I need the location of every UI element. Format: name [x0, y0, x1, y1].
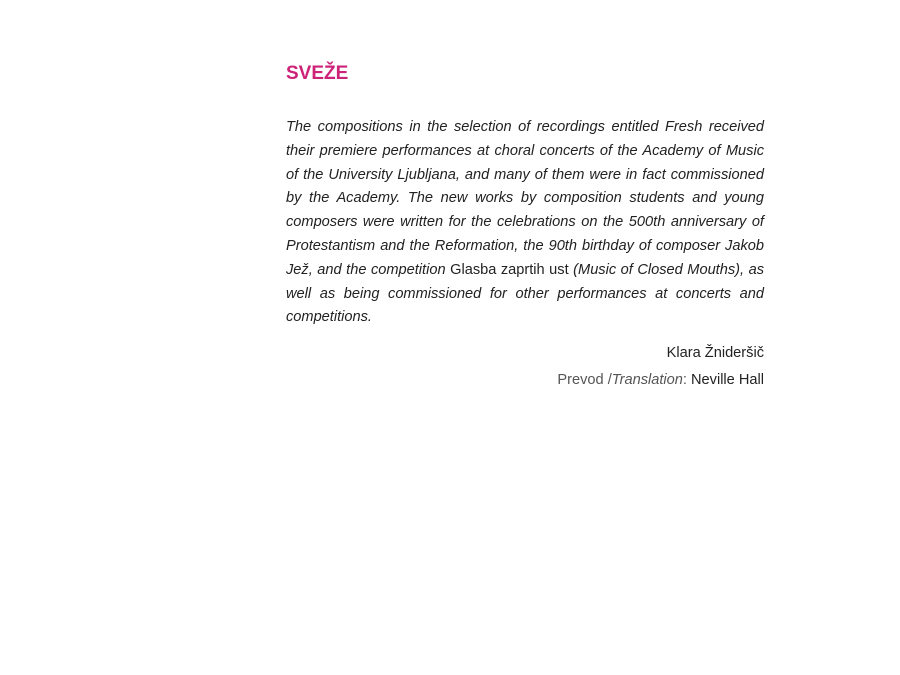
body-paragraph — [286, 116, 764, 330]
translation-credit — [286, 369, 764, 391]
section-title: SVEŽE — [286, 63, 349, 84]
author-name: Klara Žnideršič — [666, 345, 764, 362]
document-page — [286, 62, 764, 391]
body-text-part-3: (Music of Closed Mouths), as well as being commissioned for other performances at concerts and competitions. — [286, 261, 764, 326]
translation-separator: : — [682, 372, 691, 389]
translation-prefix: Prevod / — [557, 372, 612, 389]
translation-label: Translation — [611, 372, 683, 389]
translator-name: Neville Hall — [691, 372, 764, 389]
competition-name: Glasba zaprtih ust — [450, 261, 569, 278]
body-text-part-1: The compositions in the selection of recordings entitled Fresh received their premiere performances at choral concerts of the Academy of Music of the University Ljubljana, and many of them were in fact commissioned by the Academy. The new works by composition students and young composers were written for the celebrations on the 500th anniversary of Protestantism and the Reformation, the 90th birthday of composer Jakob Jež, and the competition — [286, 119, 764, 278]
